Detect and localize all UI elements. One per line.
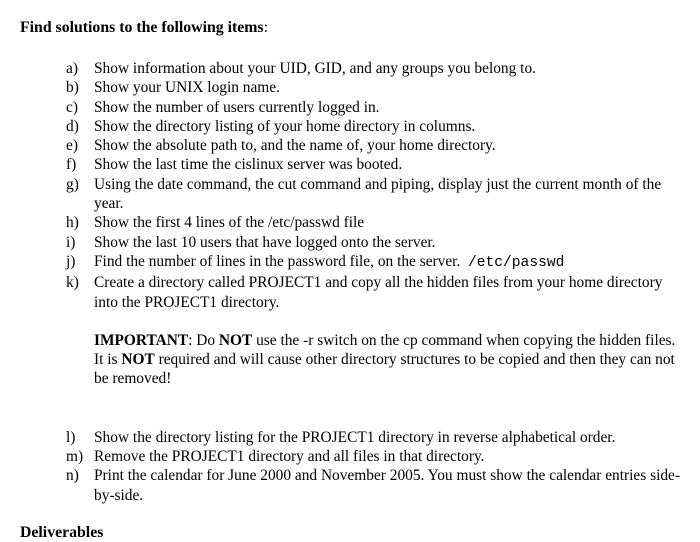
list-item [66,252,686,273]
list-marker: e) [66,137,78,155]
list-marker: n) [66,467,79,485]
list-item-text: Show information about your UID, GID, and any groups you belong to. [94,60,536,77]
list-item [66,175,686,214]
list-item [66,136,686,155]
list-item-text: Show your UNIX login name. [94,79,280,97]
section-heading-text: Find solutions to the following items [20,19,264,36]
list-item-text: Show the directory listing of your home directory in columns. [94,117,476,135]
list-item-text-with-code [94,252,686,273]
list-item [66,59,686,78]
list-marker: m) [66,448,84,466]
important-label: IMPORTANT [94,331,189,349]
list-item-text: Show the last 10 users that have logged onto the server. [94,233,436,251]
list-item [66,155,686,174]
list-item [66,213,686,232]
list-item-text: Show the first 4 lines of the /etc/passwd file [94,214,365,232]
list-item-text: Create a directory called PROJECT1 and copy all the hidden files from your home directory into the PROJECT1 directory. [94,274,663,311]
important-text-part: : Do [188,331,219,349]
list-marker: g) [66,175,79,193]
list-item [66,78,686,97]
list-marker: a) [66,60,78,77]
list-marker: b) [66,79,79,97]
list-item-text: Show the number of users currently logged in. [94,98,380,116]
task-list [66,59,686,505]
important-emphasis: NOT [218,331,253,349]
list-item [66,233,686,252]
list-marker: h) [66,214,79,232]
list-marker: c) [66,98,78,116]
list-item [66,466,686,505]
section-heading-colon: : [263,19,268,36]
list-item-text: Show the directory listing for the PROJECT1 directory in reverse alphabetical order. [94,428,616,446]
list-marker: d) [66,117,79,135]
next-section-heading: Deliverables [20,524,104,541]
list-item-text: Using the date command, the cut command and piping, display just the current month of the year. [94,175,662,213]
list-marker: i) [66,233,76,251]
list-item [66,98,686,117]
list-item [66,447,686,466]
section-heading [20,19,268,37]
list-item [66,117,686,136]
inline-code-path: /etc/passwd [468,254,565,271]
important-text-part: required and will cause other directory structures to be copied and then they can not be removed! [94,351,675,388]
list-item-text: Show the absolute path to, and the name of, your home directory. [94,137,496,155]
spacer [66,389,686,428]
list-marker: l) [66,428,76,446]
list-item [66,273,686,312]
list-marker: k) [66,274,79,292]
list-item [66,428,686,447]
list-marker: j) [66,252,76,270]
list-item-text: Show the last time the cislinux server was booted. [94,156,403,174]
list-item-text: Print the calendar for June 2000 and November 2005. You must show the calendar entries side-by-side. [94,467,680,504]
list-marker: f) [66,156,77,174]
important-emphasis: NOT [121,351,155,369]
important-note [94,331,686,389]
list-item-text: Remove the PROJECT1 directory and all files in that directory. [94,448,485,466]
list-item-text: Find the number of lines in the password file, on the server. [94,252,461,270]
important-text-part: use the -r switch on the cp command when copying the hidden files. It is [94,331,676,369]
